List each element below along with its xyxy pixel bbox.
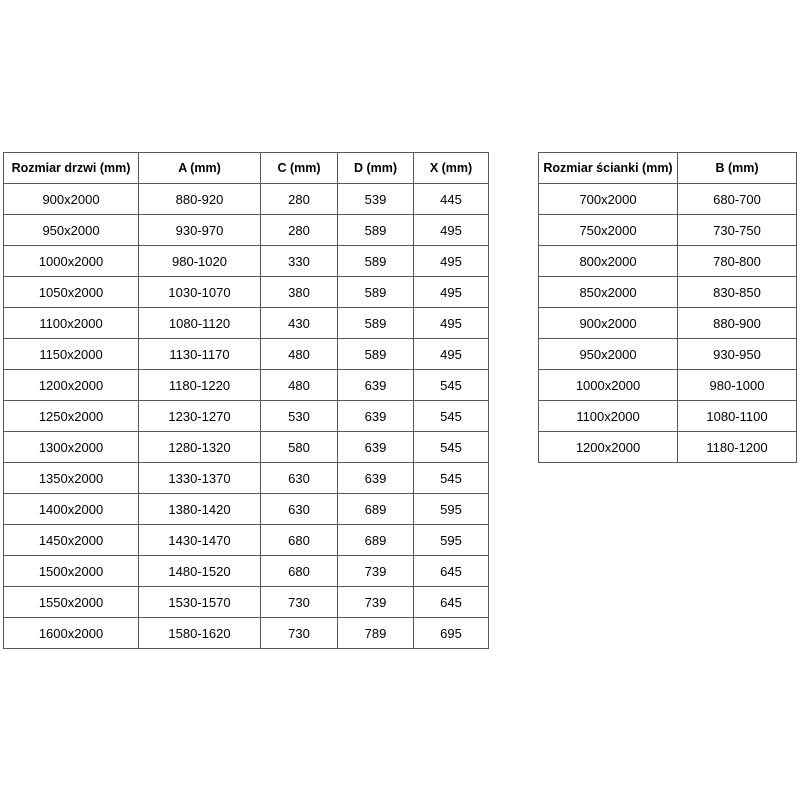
table-cell: 1250x2000	[4, 401, 139, 432]
column-header: D (mm)	[338, 153, 414, 184]
table-cell: 1180-1200	[678, 432, 797, 463]
table-cell: 689	[338, 525, 414, 556]
column-header: Rozmiar ścianki (mm)	[539, 153, 678, 184]
table-cell: 1200x2000	[4, 370, 139, 401]
table-cell: 1450x2000	[4, 525, 139, 556]
table-cell: 800x2000	[539, 246, 678, 277]
table-cell: 545	[414, 370, 489, 401]
table-cell: 1300x2000	[4, 432, 139, 463]
table-row	[539, 432, 797, 463]
table-cell: 1000x2000	[539, 370, 678, 401]
column-header: X (mm)	[414, 153, 489, 184]
table-cell: 495	[414, 277, 489, 308]
table-cell: 880-920	[139, 184, 261, 215]
table-cell: 445	[414, 184, 489, 215]
table-cell: 689	[338, 494, 414, 525]
table-row	[4, 556, 489, 587]
table-row	[539, 246, 797, 277]
table-cell: 280	[261, 215, 338, 246]
table-cell: 695	[414, 618, 489, 649]
table-row	[4, 401, 489, 432]
table-cell: 730-750	[678, 215, 797, 246]
table-row	[4, 432, 489, 463]
table-cell: 480	[261, 370, 338, 401]
table-cell: 950x2000	[539, 339, 678, 370]
table-cell: 980-1020	[139, 246, 261, 277]
table-row	[4, 277, 489, 308]
wall-table-header-row	[539, 153, 797, 184]
column-header: Rozmiar drzwi (mm)	[4, 153, 139, 184]
table-cell: 545	[414, 463, 489, 494]
table-cell: 1550x2000	[4, 587, 139, 618]
wall-sizes-table	[538, 152, 797, 463]
table-cell: 900x2000	[539, 308, 678, 339]
table-cell: 730	[261, 618, 338, 649]
table-cell: 780-800	[678, 246, 797, 277]
table-cell: 680	[261, 556, 338, 587]
table-cell: 680-700	[678, 184, 797, 215]
table-cell: 530	[261, 401, 338, 432]
table-row	[4, 370, 489, 401]
table-row	[4, 246, 489, 277]
table-cell: 495	[414, 339, 489, 370]
table-cell: 480	[261, 339, 338, 370]
table-cell: 1200x2000	[539, 432, 678, 463]
table-row	[4, 215, 489, 246]
table-cell: 589	[338, 339, 414, 370]
table-cell: 980-1000	[678, 370, 797, 401]
table-cell: 1480-1520	[139, 556, 261, 587]
table-cell: 1350x2000	[4, 463, 139, 494]
table-row	[539, 184, 797, 215]
table-cell: 1230-1270	[139, 401, 261, 432]
table-cell: 539	[338, 184, 414, 215]
table-row	[4, 494, 489, 525]
table-row	[539, 370, 797, 401]
table-cell: 1600x2000	[4, 618, 139, 649]
table-cell: 1080-1100	[678, 401, 797, 432]
table-cell: 280	[261, 184, 338, 215]
table-cell: 680	[261, 525, 338, 556]
table-cell: 750x2000	[539, 215, 678, 246]
table-cell: 900x2000	[4, 184, 139, 215]
table-cell: 789	[338, 618, 414, 649]
table-cell: 850x2000	[539, 277, 678, 308]
table-cell: 495	[414, 308, 489, 339]
door-table-header-row	[4, 153, 489, 184]
table-cell: 639	[338, 463, 414, 494]
table-cell: 495	[414, 215, 489, 246]
table-cell: 589	[338, 246, 414, 277]
table-cell: 545	[414, 401, 489, 432]
table-row	[4, 618, 489, 649]
column-header: A (mm)	[139, 153, 261, 184]
column-header: C (mm)	[261, 153, 338, 184]
table-row	[539, 215, 797, 246]
table-cell: 589	[338, 215, 414, 246]
table-cell: 1380-1420	[139, 494, 261, 525]
table-cell: 1080-1120	[139, 308, 261, 339]
table-cell: 930-970	[139, 215, 261, 246]
table-cell: 595	[414, 494, 489, 525]
table-cell: 700x2000	[539, 184, 678, 215]
table-cell: 950x2000	[4, 215, 139, 246]
table-cell: 1500x2000	[4, 556, 139, 587]
table-cell: 739	[338, 587, 414, 618]
table-cell: 1030-1070	[139, 277, 261, 308]
table-row	[4, 339, 489, 370]
table-cell: 430	[261, 308, 338, 339]
table-cell: 630	[261, 463, 338, 494]
table-cell: 589	[338, 277, 414, 308]
table-cell: 330	[261, 246, 338, 277]
table-cell: 380	[261, 277, 338, 308]
table-cell: 739	[338, 556, 414, 587]
table-cell: 1580-1620	[139, 618, 261, 649]
table-cell: 639	[338, 432, 414, 463]
table-cell: 1100x2000	[539, 401, 678, 432]
table-cell: 1430-1470	[139, 525, 261, 556]
table-cell: 495	[414, 246, 489, 277]
table-cell: 639	[338, 370, 414, 401]
table-row	[4, 463, 489, 494]
table-cell: 730	[261, 587, 338, 618]
table-cell: 580	[261, 432, 338, 463]
table-row	[539, 339, 797, 370]
table-cell: 545	[414, 432, 489, 463]
table-row	[4, 525, 489, 556]
table-cell: 830-850	[678, 277, 797, 308]
table-cell: 645	[414, 587, 489, 618]
table-cell: 589	[338, 308, 414, 339]
table-row	[4, 184, 489, 215]
door-sizes-table	[3, 152, 489, 649]
table-cell: 630	[261, 494, 338, 525]
table-row	[4, 308, 489, 339]
table-cell: 1280-1320	[139, 432, 261, 463]
table-cell: 1100x2000	[4, 308, 139, 339]
table-row	[539, 277, 797, 308]
table-cell: 1180-1220	[139, 370, 261, 401]
table-row	[539, 308, 797, 339]
table-row	[539, 401, 797, 432]
table-cell: 930-950	[678, 339, 797, 370]
column-header: B (mm)	[678, 153, 797, 184]
table-cell: 645	[414, 556, 489, 587]
table-cell: 880-900	[678, 308, 797, 339]
table-cell: 1050x2000	[4, 277, 139, 308]
table-cell: 1130-1170	[139, 339, 261, 370]
table-cell: 595	[414, 525, 489, 556]
table-row	[4, 587, 489, 618]
table-cell: 1000x2000	[4, 246, 139, 277]
table-cell: 1330-1370	[139, 463, 261, 494]
table-cell: 639	[338, 401, 414, 432]
table-cell: 1400x2000	[4, 494, 139, 525]
table-cell: 1150x2000	[4, 339, 139, 370]
table-cell: 1530-1570	[139, 587, 261, 618]
